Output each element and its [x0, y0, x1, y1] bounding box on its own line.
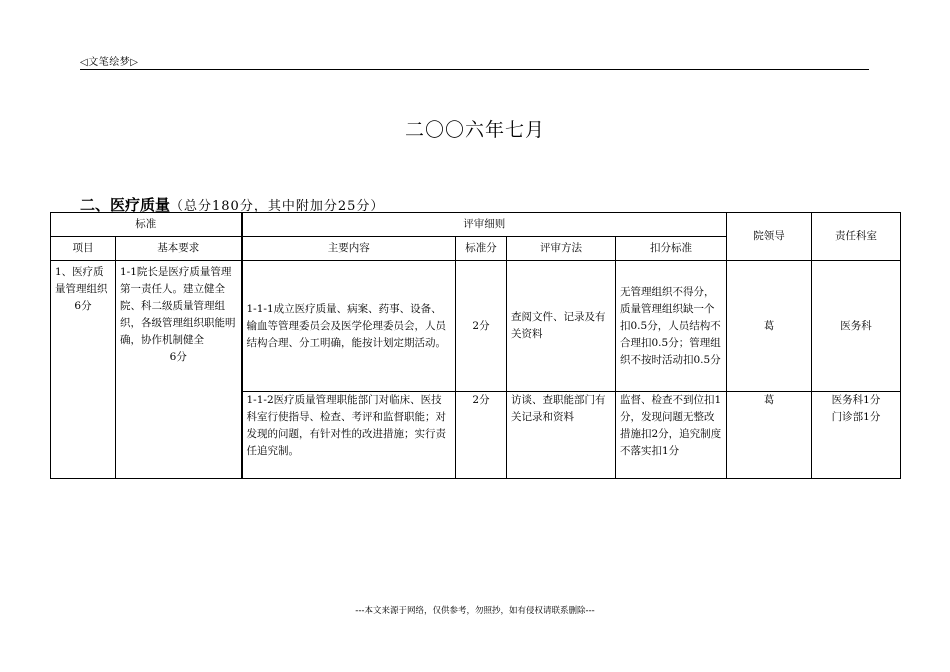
review-method-cell: 查阅文件、记录及有关资料 [507, 261, 616, 392]
footer-note: ---本文来源于网络，仅供参考，勿照抄，如有侵权请联系删除--- [355, 606, 595, 616]
requirement-score: 6分 [169, 351, 187, 363]
item-score: 6分 [74, 300, 92, 312]
group-header-standard: 标准 [51, 213, 242, 237]
deduction-standard-cell: 无管理组织不得分，质量管理组织缺一个扣0.5分，人员结构不合理扣0.5分；管理组织不按时活动扣0.5分 [616, 261, 727, 392]
header-item: 项目 [51, 237, 116, 261]
standard-score-cell: 2分 [456, 392, 507, 479]
header-leader: 院领导 [727, 213, 812, 261]
date-title: 二〇〇六年七月 [404, 119, 545, 141]
header-department: 责任科室 [812, 213, 901, 261]
header-label: ◁文笔绘梦▷ [80, 57, 139, 68]
review-table [50, 212, 901, 479]
item-text: 1、医疗质量管理组织 [55, 266, 108, 295]
requirement-text: 1-1院长是医疗质量管理第一责任人。建立健全院、科二级质量管理组织，各级管理组织职能明确，协作机制健全 [120, 266, 236, 346]
header-rule [80, 69, 869, 70]
department-cell: 医务科 [812, 261, 901, 392]
header-review-method: 评审方法 [507, 237, 616, 261]
leader-cell: 葛 [727, 392, 812, 479]
main-content-cell: 1-1-1成立医疗质量、病案、药事、设备、输血等管理委员会及医学伦理委员会，人员结构合理、分工明确，能按计划定期活动。 [242, 261, 456, 392]
item-cell [51, 261, 116, 479]
header-main-content: 主要内容 [242, 237, 456, 261]
department-cell [812, 392, 901, 479]
review-method-cell: 访谈、查职能部门有关记录和资料 [507, 392, 616, 479]
section-title-main: 二、医疗质量 [80, 196, 171, 214]
header-standard-score: 标准分 [456, 237, 507, 261]
main-content-cell: 1-1-2医疗质量管理职能部门对临床、医技科室行使指导、检查、考评和监督职能；对发现的问题，有针对性的改进措施；实行责任追究制。 [242, 392, 456, 479]
table-row [51, 261, 901, 392]
department-line: 医务科1分 [831, 394, 881, 406]
group-header-row [51, 213, 901, 237]
header-basic-requirement: 基本要求 [116, 237, 242, 261]
standard-score-cell: 2分 [456, 261, 507, 392]
group-header-review-rules: 评审细则 [242, 213, 727, 237]
department-line: 门诊部1分 [831, 411, 881, 423]
header-deduction-standard: 扣分标准 [616, 237, 727, 261]
leader-cell: 葛 [727, 261, 812, 392]
section-title-subtitle: （总分180分，其中附加分25分） [170, 199, 385, 214]
deduction-standard-cell: 监督、检查不到位扣1分，发现问题无整改措施扣2分，追究制度不落实扣1分 [616, 392, 727, 479]
requirement-cell [116, 261, 242, 479]
